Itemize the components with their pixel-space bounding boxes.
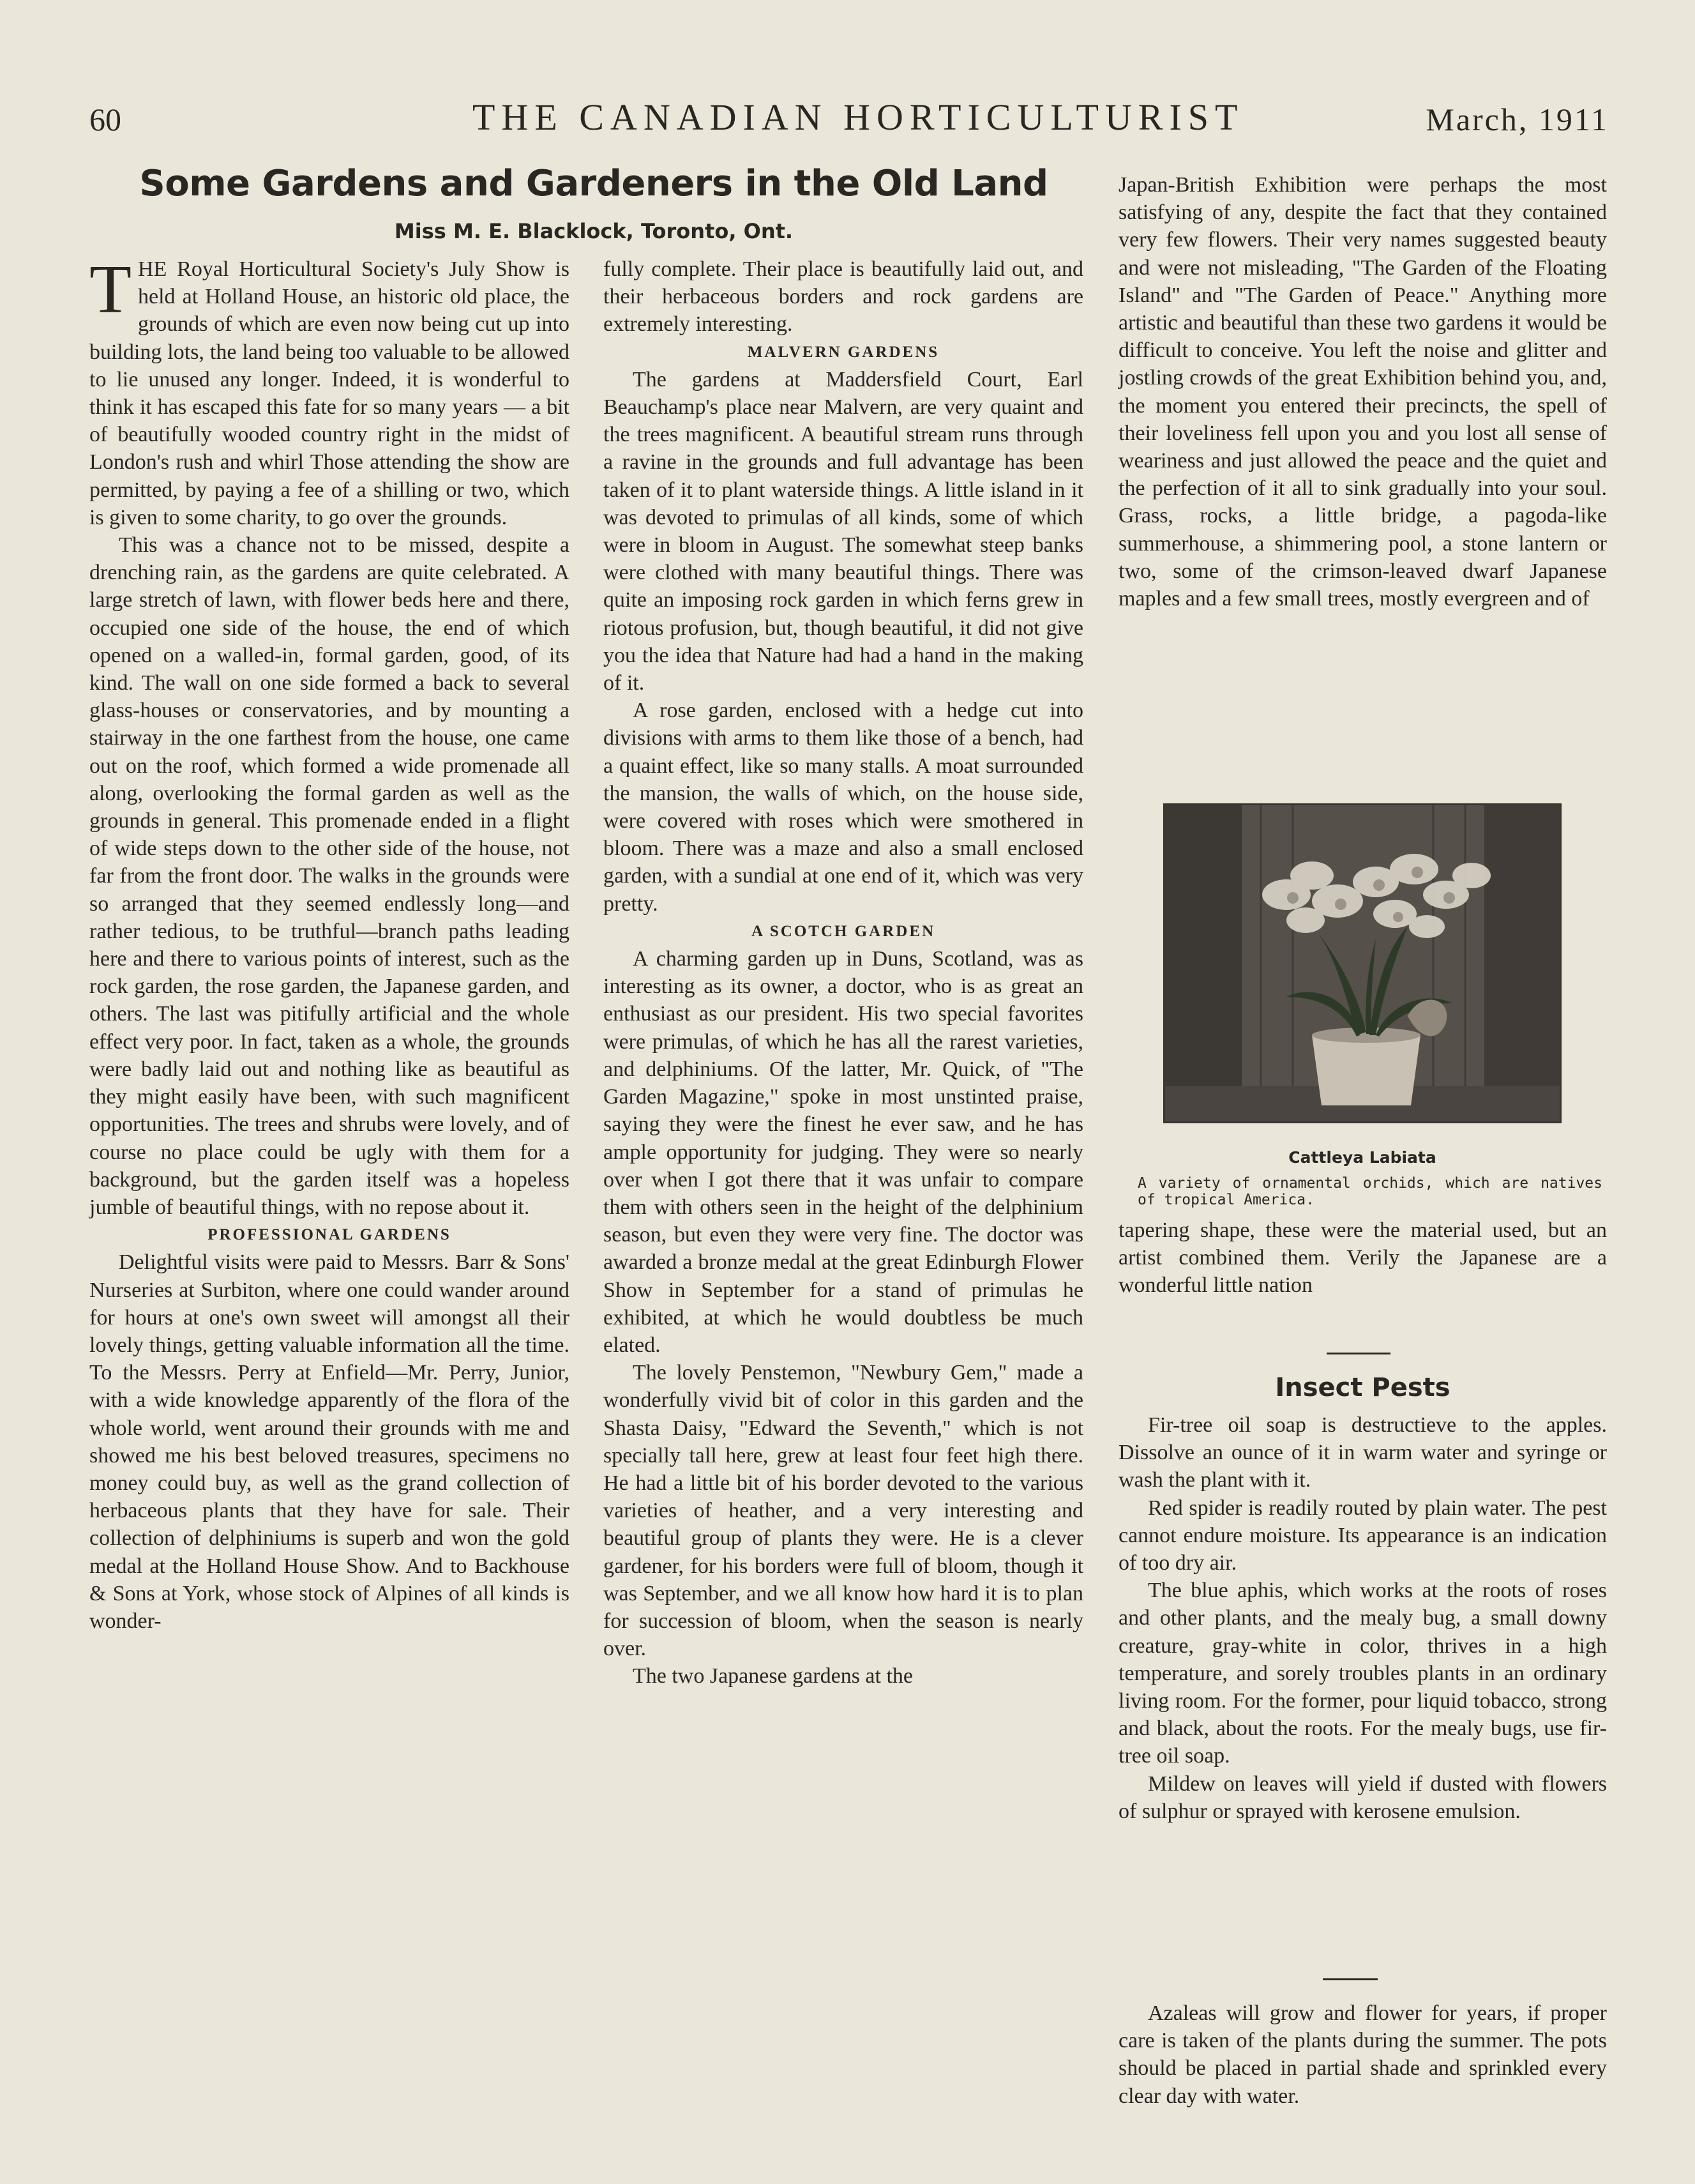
- paragraph: Fir-tree oil soap is destructieve to the apples. Dissolve an ounce of it in warm water and syringe or wash the plant with it.: [1119, 1413, 1607, 1492]
- running-head: [89, 96, 1609, 147]
- paragraph: This was a chance not to be missed, despite a drenching rain, as the gardens are quite celebrated. A large stretch of lawn, with flower beds here and there, occupied one side of the house, the end of which opened on a walled-in, formal garden, good, of its kind. The wall on one side formed a back to several glass-houses or conservatories, and by mounting a stairway in the one farthest from the house, one came out on the roof, which formed a wide promenade all along, overlooking the formal garden as well as the grounds in general. This promenade ended in a flight of wide steps down to the other side of the house, not far from the front door. The walks in the grounds were so arranged that they seemed endlessly long—and rather tedious, to be truthful—branch paths leading here and there to various points of interest, such as the rock garden, the rose garden, the Japanese garden, and others. The last was pitifully artificial and the whole effect very poor. In fact, taken as a whole, the grounds were badly laid out and nothing like as beautiful as they might easily have been, with such magnificent opportunities. The trees and shrubs were lovely, and of course no place could be ugly with them for a background, but the garden itself was a hopeless jumble of beautiful things, with no repose about it.: [89, 533, 569, 1219]
- subhead-malvern-gardens: MALVERN GARDENS: [747, 343, 940, 361]
- subhead-scotch-garden: A SCOTCH GARDEN: [751, 922, 936, 940]
- paragraph: The lovely Penstemon, "Newbury Gem," made a wonderfully vivid bit of color in this garden and the Shasta Daisy, "Edward the Seventh," which is not specially tall here, grew at least four feet high there. He had a little bit of his border devoted to the various varieties of heather, and a very interesting and beautiful group of plants they were. He is a clever gardener, for his borders were full of bloom, though it was September, and we all know how hard it is to plan for succession of bloom, when the season is nearly over.: [603, 1361, 1083, 1661]
- drop-cap: T: [89, 252, 132, 328]
- paragraph: The gardens at Maddersfield Court, Earl Beauchamp's place near Malvern, are very quaint and the trees magnificent. A beautiful stream runs through a ravine in the grounds and full advantage has been taken of it to plant waterside things. A little island in it was devoted to primulas of all kinds, some of which were in bloom in August. The somewhat steep banks were clothed with many beautiful things. There was quite an imposing rock garden in which ferns grew in riotous profusion, but, though beautiful, it did not give you the idea that Nature had had a hand in the making of it.: [603, 367, 1083, 695]
- article-column-2: [603, 255, 1083, 1690]
- orchid-photograph: [1163, 803, 1562, 1123]
- section-divider: [1323, 1978, 1378, 1980]
- article-column-3-continued: [1119, 1217, 1607, 1300]
- paragraph: Mildew on leaves will yield if dusted with flowers of sulphur or sprayed with kerosene emulsion.: [1119, 1771, 1607, 1823]
- paragraph: The two Japanese gardens at the: [633, 1664, 913, 1688]
- paragraph: [89, 252, 569, 531]
- paragraph: Delightful visits were paid to Messrs. Barr & Sons' Nurseries at Surbiton, where one could wander around for hours at one's own sweet will amongst all their lovely things, getting valuable information all the time. To the Messrs. Perry at Enfield—Mr. Perry, Junior, with a wide knowledge apparently of the flora of the whole world, went around their grounds with me and showed me his best beloved treasures, specimens no money could buy, as well as the grand collection of herbaceous plants that they have for sale. Their collection of delphiniums is superb and won the gold medal at the Holland House Show. And to Backhouse & Sons at York, whose stock of Alpines of all kinds is wonder-: [89, 1250, 569, 1633]
- paragraph-text: HE Royal Horticultural Society's July Show is held at Holland House, an historic old place, the grounds of which are even now being cut up into building lots, the land being too valuable to be allowed to lie unused any longer. Indeed, it is wonderful to think it has escaped this fate for so many years — a bit of beautifully wooded country right in the midst of London's rush and whirl Those attending the show are permitted, by paying a fee of a shilling or two, which is given to some charity, to go over the grounds.: [89, 257, 569, 529]
- subhead-professional-gardens: PROFESSIONAL GARDENS: [207, 1226, 451, 1244]
- azaleas-note: [1119, 1999, 1607, 2110]
- figure-caption-text: A variety of ornamental orchids, which are natives of tropical America.: [1138, 1175, 1602, 1208]
- paragraph: The blue aphis, which works at the roots of roses and other plants, and the mealy bug, a small downy creature, gray-white in color, thrives in a high temperature, and sorely troubles plants in an ordinary living room. For the former, pour liquid tobacco, strong and black, about the roots. For the mealy bugs, use fir-tree oil soap.: [1119, 1579, 1607, 1768]
- insect-pests-title: Insect Pests: [1275, 1373, 1450, 1402]
- paragraph: Red spider is readily routed by plain water. The pest cannot endure moisture. Its appearance is an indication of too dry air.: [1119, 1496, 1607, 1575]
- article-title: Some Gardens and Gardeners in the Old Land: [139, 163, 1048, 204]
- insect-pests-body: [1119, 1411, 1607, 1825]
- figure-caption-title: Cattleya Labiata: [1288, 1148, 1436, 1167]
- paragraph: Azaleas will grow and flower for years, if proper care is taken of the plants during the summer. The pots should be placed in partial shade and sprinkled every clear day with water.: [1119, 2001, 1607, 2108]
- paragraph: A charming garden up in Duns, Scotland, was as interesting as its owner, a doctor, who is as great an enthusiast as our president. His two special favorites were primulas, of which he has all the rarest varieties, and delphiniums. Of the latter, Mr. Quick, of "The Garden Magazine," spoke in most unstinted praise, saying they were the finest he ever saw, and he has ample opportunity for judging. They were so nearly over when I got there that it was unfair to compare them with others seen in the height of the delphinium season, but even they were very fine. The doctor was awarded a bronze medal at the great Edinburgh Flower Show in September for a stand of primulas he exhibited, at which he would doubtless be much elated.: [603, 947, 1083, 1357]
- page-number: 60: [89, 102, 121, 137]
- article-byline: Miss M. E. Blacklock, Toronto, Ont.: [394, 219, 794, 243]
- section-divider: [1327, 1353, 1390, 1354]
- paragraph: fully complete. Their place is beautifully laid out, and their herbaceous borders and rock gardens are extremely interesting.: [603, 257, 1083, 337]
- issue-date: March, 1911: [1426, 102, 1609, 137]
- orchid-plant-illustration: [1165, 805, 1560, 1121]
- article-column-1: [89, 252, 569, 1635]
- paragraph: A rose garden, enclosed with a hedge cut into divisions with arms to them like those of a bench, had a quaint effect, like so many stalls. A moat surrounded the mansion, the walls of which, on the house side, were covered with roses which were smothered in bloom. There was a maze and also a small enclosed garden, with a sundial at one end of it, which was very pretty.: [603, 699, 1083, 916]
- paragraph: tapering shape, these were the material used, but an artist combined them. Verily the Japanese are a wonderful little nation: [1119, 1218, 1607, 1298]
- paragraph: Japan-British Exhibition were perhaps the most satisfying of any, despite the fact that they contained very few flowers. Their very names suggested beauty and were not misleading, "The Garden of the Floating Island" and "The Garden of Peace." Anything more artistic and beautiful than these two gardens it would be difficult to conceive. You left the noise and glitter and jostling crowds of the great Exhibition behind you, and, the moment you entered their precincts, the spell of their loveliness fell upon you and you lost all sense of weariness and just allowed the peace and the quiet and the perfection of it all to sink gradually into your soul. Grass, rocks, a little bridge, a pagoda-like summerhouse, a shimmering pool, a stone lantern or two, some of the crimson-leaved dwarf Japanese maples and a few small trees, mostly evergreen and of: [1119, 173, 1607, 611]
- journal-title: THE CANADIAN HORTICULTURIST: [472, 96, 1244, 138]
- article-column-3: [1119, 171, 1607, 612]
